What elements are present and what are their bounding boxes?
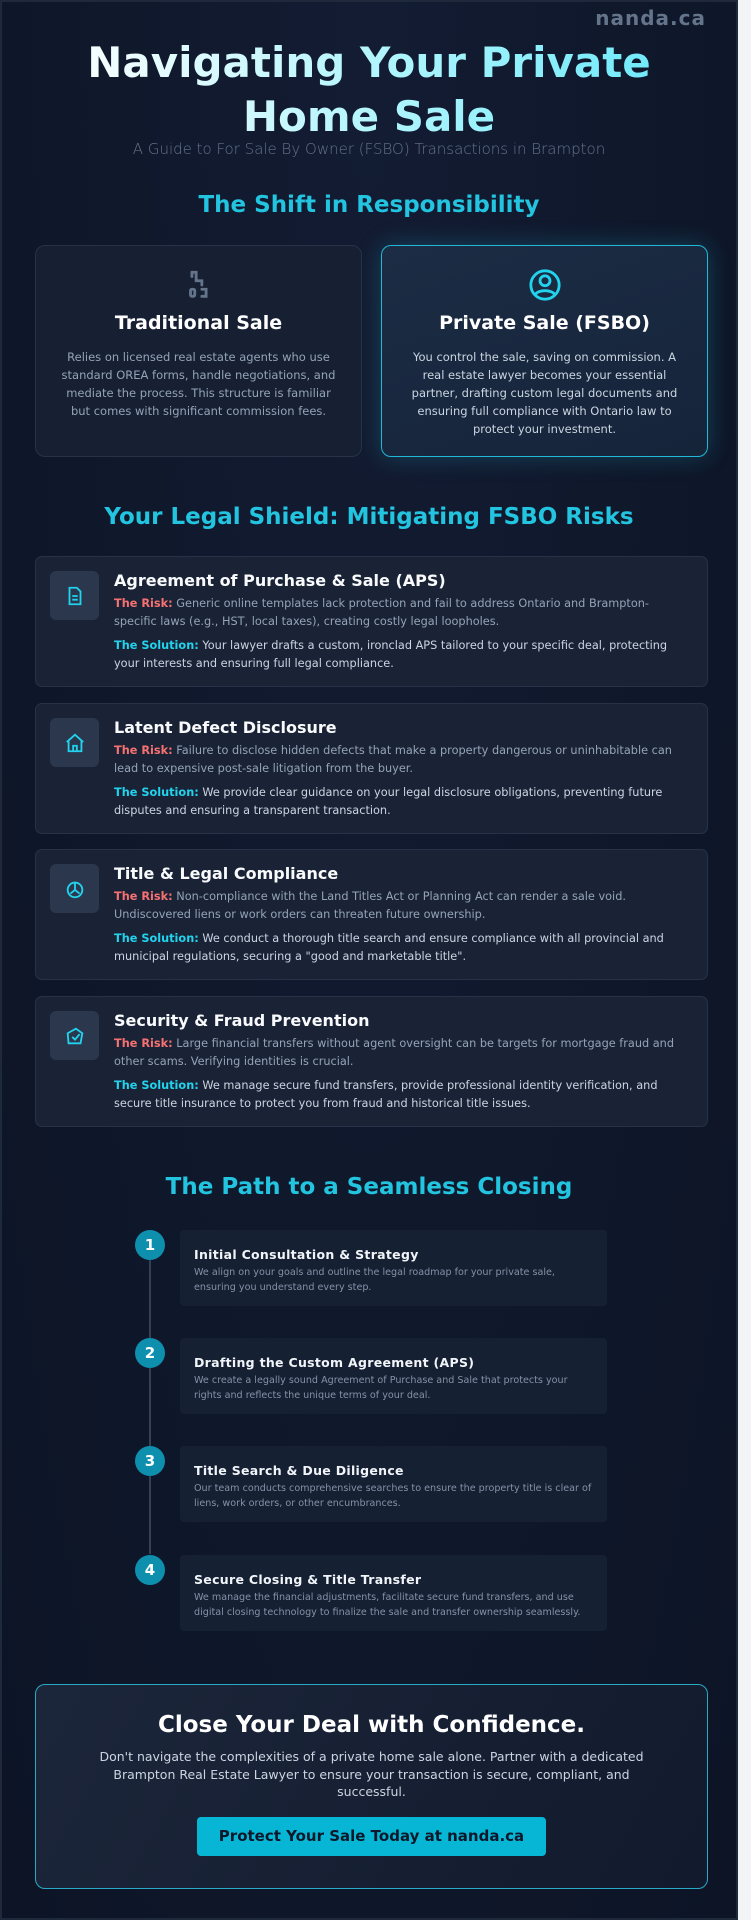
card-title: Traditional Sale (114, 312, 283, 334)
step-number: 4 (135, 1555, 165, 1585)
timeline-connector (149, 1368, 151, 1446)
step-number: 2 (135, 1338, 165, 1368)
risk-title: Title & Legal Compliance (114, 864, 339, 883)
step-number: 3 (135, 1446, 165, 1476)
risk-text: Large financial transfers without agent oversight can be targets for mortgage fraud and other scams. Verifying identities is crucial. (114, 1037, 675, 1068)
user-circle-icon (528, 268, 562, 302)
step-text: We create a legally sound Agreement of Purchase and Sale that protects your rights and reflects the unique terms of your deal. (194, 1375, 568, 1401)
solution-text: We provide clear guidance on your legal disclosure obligations, preventing future disputes and ensuring a transparent transaction. (114, 786, 663, 817)
handshake-icon (182, 268, 216, 302)
risk-label: The Risk: (114, 1037, 173, 1050)
card-title: Private Sale (FSBO) (439, 312, 650, 334)
compass-icon (50, 864, 99, 913)
timeline-step (2, 1555, 740, 1631)
risk-label: The Risk: (114, 890, 173, 903)
timeline-connector (149, 1260, 151, 1338)
house-icon (50, 718, 99, 767)
risk-text: Non-compliance with the Land Titles Act or Planning Act can render a sale void. Undiscovered liens or work orders can threaten future ownership. (114, 890, 626, 921)
cta-heading: Close Your Deal with Confidence. (157, 1712, 586, 1738)
timeline-step (2, 1338, 740, 1414)
page-subtitle: A Guide to For Sale By Owner (FSBO) Transactions in Brampton (132, 140, 606, 158)
cta-text: Don't navigate the complexities of a private home sale alone. Partner with a dedicated Brampton Real Estate Lawyer to ensure your transaction is secure, compliant, and successful. (99, 1749, 644, 1799)
watermark: nanda.ca (595, 6, 706, 30)
step-number: 1 (135, 1230, 165, 1260)
step-text: Our team conducts comprehensive searches to ensure the property title is clear of liens, work orders, or other encumbrances. (194, 1483, 592, 1509)
step-text: We align on your goals and outline the legal roadmap for your private sale, ensuring you understand every step. (194, 1267, 555, 1293)
risk-card-defect (35, 703, 708, 834)
solution-label: The Solution: (114, 786, 199, 799)
traditional-sale-card (35, 245, 362, 457)
solution-text: Your lawyer drafts a custom, ironclad APS tailored to your specific deal, protecting your interests and ensuring full legal compliance. (114, 639, 668, 670)
step-title: Initial Consultation & Strategy (194, 1247, 419, 1262)
cta-box (35, 1684, 708, 1889)
solution-text: We conduct a thorough title search and ensure compliance with all provincial and municipal regulations, securing a "good and marketable title". (114, 932, 664, 963)
step-title: Title Search & Due Diligence (194, 1463, 404, 1478)
risk-card-security (35, 996, 708, 1127)
solution-label: The Solution: (114, 639, 199, 652)
step-title: Secure Closing & Title Transfer (194, 1572, 422, 1587)
solution-label: The Solution: (114, 932, 199, 945)
risk-text: Failure to disclose hidden defects that make a property dangerous or uninhabitable can lead to expensive post-sale litigation from the buyer. (114, 744, 672, 775)
step-text: We manage the financial adjustments, facilitate secure fund transfers, and use digital closing technology to finalize the sale and transfer ownership seamlessly. (194, 1592, 581, 1618)
protect-your-sale-button[interactable]: Protect Your Sale Today at nanda.ca (197, 1817, 546, 1856)
shield-check-icon (50, 1011, 99, 1060)
timeline-connector (149, 1476, 151, 1554)
risk-text: Generic online templates lack protection and fail to address Ontario and Brampton-specific laws (e.g., HST, local taxes), creating costly legal loopholes. (114, 597, 650, 628)
section-heading-shield: Your Legal Shield: Mitigating FSBO Risks (104, 504, 634, 530)
timeline-step (2, 1230, 740, 1306)
page-title: Navigating Your Private Home Sale (42, 36, 696, 144)
risk-label: The Risk: (114, 597, 173, 610)
risk-title: Latent Defect Disclosure (114, 718, 337, 737)
card-text: Relies on licensed real estate agents who use standard OREA forms, handle negotiations, and mediate the process. This structure is familiar but comes with significant commission fees. (61, 350, 336, 418)
step-title: Drafting the Custom Agreement (APS) (194, 1355, 475, 1370)
card-text: You control the sale, saving on commission. A real estate lawyer becomes your essential partner, drafting custom legal documents and ensuring full compliance with Ontario law to protect your investment. (411, 350, 678, 436)
risk-card-aps (35, 556, 708, 687)
document-icon (50, 571, 99, 620)
risk-title: Agreement of Purchase & Sale (APS) (114, 571, 446, 590)
section-heading-path: The Path to a Seamless Closing (165, 1174, 573, 1200)
solution-text: We manage secure fund transfers, provide professional identity verification, and secure title insurance to protect you from fraud and historical title issues. (114, 1079, 658, 1110)
private-sale-card (381, 245, 708, 457)
section-heading-shift: The Shift in Responsibility (198, 192, 540, 218)
timeline-step (2, 1446, 740, 1522)
risk-label: The Risk: (114, 744, 173, 757)
risk-title: Security & Fraud Prevention (114, 1011, 370, 1030)
risk-card-title (35, 849, 708, 980)
solution-label: The Solution: (114, 1079, 199, 1092)
